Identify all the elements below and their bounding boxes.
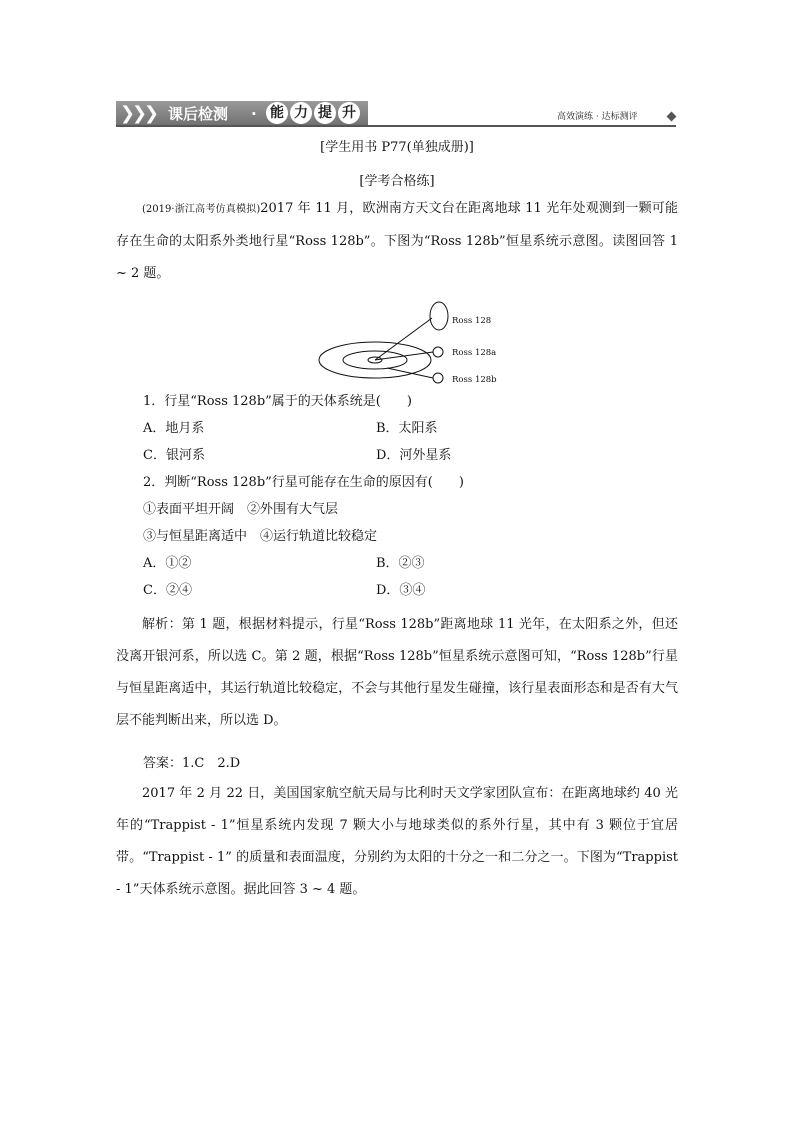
emphasis-char: 升: [338, 102, 360, 124]
banner-title: 课后检测: [168, 105, 229, 123]
ross128-ellipse: [430, 302, 448, 330]
source-note: (2019·浙江高考仿真模拟): [142, 204, 261, 215]
banner-right-text: 高效演练 · 达标测评: [557, 112, 638, 122]
emphasis-char: 提: [314, 102, 336, 124]
q1-option-b: B．太阳系: [376, 421, 438, 436]
book-reference: [学生用书 P77(单独成册)]: [320, 140, 474, 155]
label-ross128: Ross 128: [452, 316, 492, 326]
chevron-right-icon: ❯: [132, 103, 148, 124]
question-intro-2: 2017 年 2 月 22 日，美国国家航空航天局与比利时天文学家团队宣布：在距离地球约 40 光年的“Trappist - 1”恒星系统内发现 7 颗大小与地球类似的系外行星，其中有 3 颗位于宜居带。“Trappist - 1” 的质量和表面温度，分别约为太阳的十分之一和二分之一。下图为“Trappist - 1”天体系统示意图。据此回答 3 ~ 4 题。: [116, 786, 678, 897]
q2-items-2: ③与恒星距离适中 ④运行轨道比较稳定: [143, 529, 378, 544]
section-banner: [116, 101, 676, 127]
q1-option-c: C．银河系: [143, 448, 205, 463]
label-ross128b: Ross 128b: [452, 375, 497, 385]
q2-items-1: ①表面平坦开阔 ②外围有大气层: [143, 502, 339, 517]
chevron-right-icon: ❯: [144, 103, 160, 124]
chevron-right-icon: ❯: [120, 103, 136, 124]
label-ross128a: Ross 128a: [452, 348, 497, 358]
ross128b-circle: [433, 373, 443, 383]
emphasis-char: 能: [266, 102, 288, 124]
q1-option-d: D．河外星系: [376, 448, 452, 463]
q2-option-c: C．②④: [143, 583, 192, 598]
analysis-text: 解析：第 1 题，根据材料提示，行星“Ross 128b”距离地球 11 光年，在太阳系之外，但还没离开银河系，所以选 C。第 2 题，根据“Ross 128b”恒星系统示意图可知，“Ross 128b”行星与恒星距离适中，其运行轨道比较稳定，不会与其他行星发生碰撞，该行星表面形态和是否有大气层不能判断出来，所以选 D。: [116, 617, 678, 728]
ross128-system-diagram: [315, 296, 515, 392]
answer-text: 答案：1.C 2.D: [143, 756, 241, 771]
emphasis-char: 力: [290, 102, 312, 124]
banner-underline: [116, 125, 676, 127]
diamond-icon: [667, 112, 677, 122]
banner-separator: ·: [251, 105, 257, 123]
section-title: [学考合格练]: [359, 174, 435, 189]
q2-option-b: B．②③: [376, 556, 425, 571]
q2-option-d: D．③④: [376, 583, 426, 598]
ross128a-circle: [433, 347, 443, 357]
question-intro-1: [116, 193, 678, 290]
q2-stem: 2．判断“Ross 128b”行星可能存在生命的原因有( ): [143, 475, 464, 490]
banner-emphasis: [266, 102, 360, 124]
q1-option-a: A．地月系: [143, 421, 205, 436]
q2-option-a: A．①②: [143, 556, 192, 571]
q1-stem: 1．行星“Ross 128b”属于的天体系统是( ): [143, 394, 412, 409]
intro-text: 2017 年 11 月，欧洲南方天文台在距离地球 11 光年处观测到一颗可能存在生命的太阳系外类地行星“Ross 128b”。下图为“Ross 128b”恒星系统示意图。读图回答 1 ~ 2 题。: [116, 201, 678, 281]
